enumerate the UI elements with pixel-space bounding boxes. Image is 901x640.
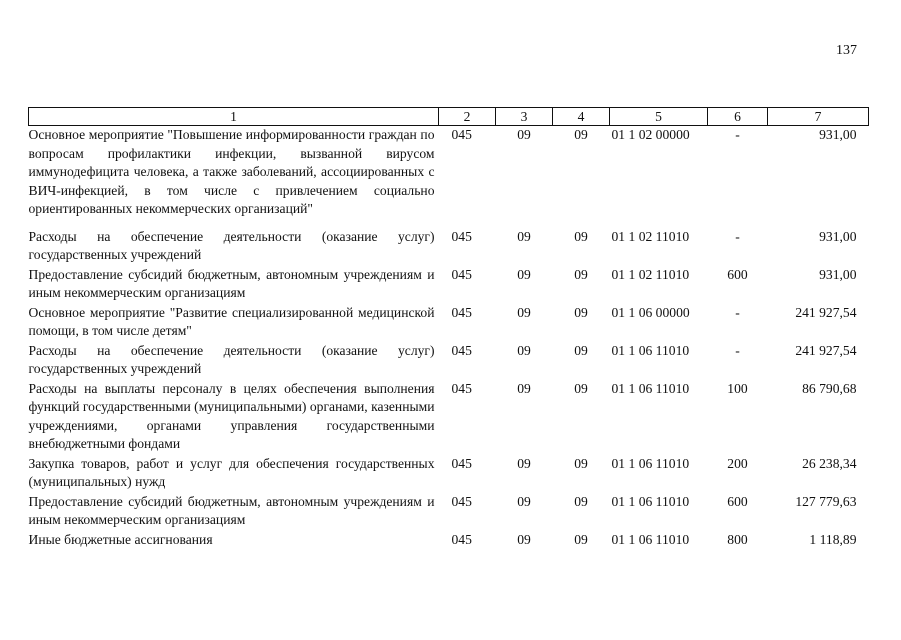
cell-grbs: 045 xyxy=(451,531,472,547)
cell-subsection: 09 xyxy=(574,531,588,547)
cell-amount: 1 118,89 xyxy=(809,531,857,547)
cell-subsection: 09 xyxy=(574,304,588,320)
column-header: 6 xyxy=(708,108,768,126)
cell-grbs: 045 xyxy=(451,228,472,244)
cell-amount: 241 927,54 xyxy=(795,342,857,358)
cell-grbs: 045 xyxy=(451,493,472,509)
column-header: 2 xyxy=(439,108,496,126)
cell-expense-type: 100 xyxy=(727,380,748,396)
cell-amount: 241 927,54 xyxy=(795,304,857,320)
cell-expense-type: - xyxy=(735,228,740,244)
cell-grbs: 045 xyxy=(451,304,472,320)
cell-amount: 931,00 xyxy=(819,266,857,282)
cell-target-code: 01 1 06 00000 xyxy=(611,304,690,320)
cell-amount: 26 238,34 xyxy=(802,455,857,471)
row-description: Расходы на обеспечение деятельности (оказание услуг) государственных учреждений xyxy=(28,228,435,262)
cell-expense-type: - xyxy=(735,127,740,142)
column-header: 3 xyxy=(496,108,553,126)
cell-expense-type: 600 xyxy=(727,493,748,509)
table-row xyxy=(29,493,869,531)
cell-subsection: 09 xyxy=(574,127,588,142)
table-row xyxy=(29,342,869,380)
table-row xyxy=(29,126,869,228)
table-row xyxy=(29,228,869,266)
column-header: 1 xyxy=(29,108,439,126)
cell-section: 09 xyxy=(517,531,531,547)
table-row xyxy=(29,266,869,304)
row-description: Расходы на обеспечение деятельности (оказание услуг) государственных учреждений xyxy=(28,342,435,376)
column-header: 4 xyxy=(553,108,610,126)
cell-section: 09 xyxy=(517,266,531,282)
cell-expense-type: 600 xyxy=(727,266,748,282)
cell-target-code: 01 1 06 11010 xyxy=(611,455,690,471)
row-description: Закупка товаров, работ и услуг для обеспечения государственных (муниципальных) нужд xyxy=(28,455,435,489)
cell-section: 09 xyxy=(517,304,531,320)
cell-target-code: 01 1 02 11010 xyxy=(611,228,690,244)
row-description: Расходы на выплаты персоналу в целях обеспечения выполнения функций государственными (муниципальными) органами, казенными учреждениями, органами управления государственными внебюджетными фондами xyxy=(28,380,435,451)
cell-amount: 86 790,68 xyxy=(802,380,857,396)
column-header: 7 xyxy=(768,108,869,126)
cell-expense-type: - xyxy=(735,342,740,358)
cell-section: 09 xyxy=(517,228,531,244)
cell-grbs: 045 xyxy=(451,266,472,282)
cell-subsection: 09 xyxy=(574,455,588,471)
row-description: Основное мероприятие "Развитие специализированной медицинской помощи, в том числе детям" xyxy=(28,304,435,338)
table-row xyxy=(29,531,869,551)
cell-section: 09 xyxy=(517,455,531,471)
cell-section: 09 xyxy=(517,380,531,396)
table-row xyxy=(29,304,869,342)
cell-grbs: 045 xyxy=(451,380,472,396)
table-row xyxy=(29,380,869,455)
column-header: 5 xyxy=(610,108,708,126)
cell-subsection: 09 xyxy=(574,266,588,282)
budget-table xyxy=(28,107,869,550)
cell-target-code: 01 1 06 11010 xyxy=(611,493,690,509)
cell-target-code: 01 1 02 00000 xyxy=(611,127,690,142)
cell-section: 09 xyxy=(517,493,531,509)
row-description: Предоставление субсидий бюджетным, автономным учреждениям и иным некоммерческим организациям xyxy=(28,493,435,527)
row-description: Предоставление субсидий бюджетным, автономным учреждениям и иным некоммерческим организациям xyxy=(28,266,435,300)
cell-expense-type: - xyxy=(735,304,740,320)
cell-subsection: 09 xyxy=(574,342,588,358)
cell-section: 09 xyxy=(517,342,531,358)
cell-grbs: 045 xyxy=(451,342,472,358)
cell-subsection: 09 xyxy=(574,228,588,244)
page-number: 137 xyxy=(836,43,857,58)
cell-target-code: 01 1 06 11010 xyxy=(611,342,690,358)
cell-subsection: 09 xyxy=(574,493,588,509)
cell-grbs: 045 xyxy=(451,127,472,142)
cell-section: 09 xyxy=(517,127,531,142)
table-row xyxy=(29,455,869,493)
cell-target-code: 01 1 02 11010 xyxy=(611,266,690,282)
cell-amount: 931,00 xyxy=(819,127,857,142)
row-description: Основное мероприятие "Повышение информированности граждан по вопросам профилактики инфекции, вызванной вирусом иммунодефицита человека, а также заболеваний, ассоциированных с ВИЧ-инфекцией, в том числе с привлечением социально ориентированных некоммерческих организаций" xyxy=(28,127,435,216)
cell-amount: 127 779,63 xyxy=(795,493,857,509)
table-header-row xyxy=(29,108,869,126)
cell-expense-type: 200 xyxy=(727,455,748,471)
row-description: Иные бюджетные ассигнования xyxy=(28,531,213,547)
cell-target-code: 01 1 06 11010 xyxy=(611,531,690,547)
cell-expense-type: 800 xyxy=(727,531,748,547)
cell-amount: 931,00 xyxy=(819,228,857,244)
cell-grbs: 045 xyxy=(451,455,472,471)
cell-target-code: 01 1 06 11010 xyxy=(611,380,690,396)
cell-subsection: 09 xyxy=(574,380,588,396)
